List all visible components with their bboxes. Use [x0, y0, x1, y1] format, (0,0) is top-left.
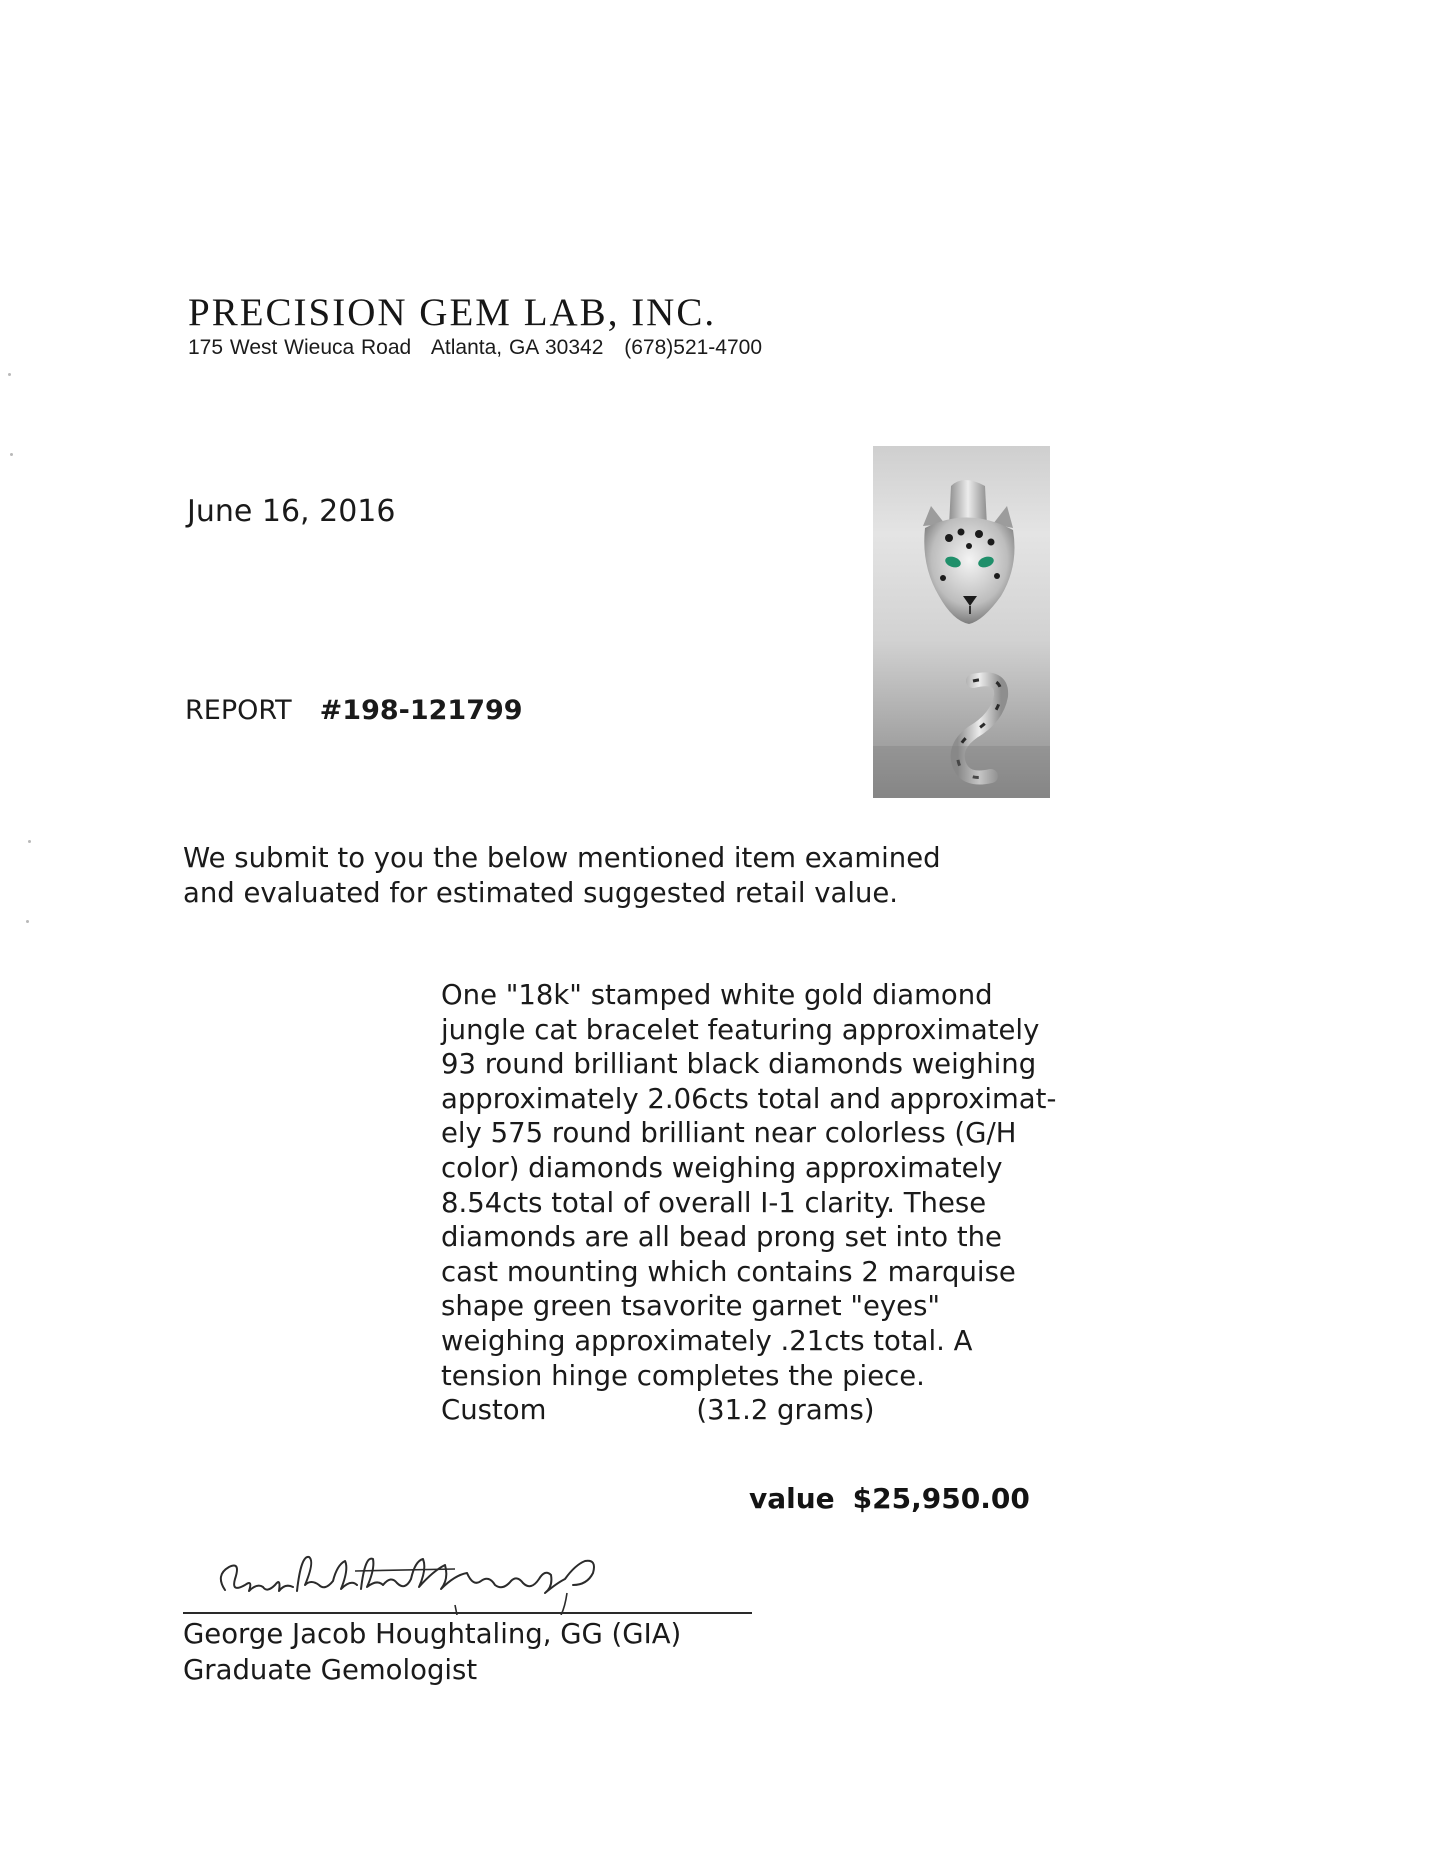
- bracelet-photo: [873, 446, 1050, 798]
- description-line: color) diamonds weighing approximately: [441, 1151, 1003, 1184]
- report-number: #198-121799: [319, 695, 523, 726]
- description-line: jungle cat bracelet featuring approximately: [441, 1013, 1040, 1046]
- lab-phone: (678)521-4700: [624, 336, 763, 359]
- intro-line: and evaluated for estimated suggested retail value.: [183, 877, 899, 909]
- lab-city: Atlanta, GA 30342: [430, 336, 604, 359]
- lab-address: [188, 336, 762, 360]
- description-line: 93 round brilliant black diamonds weighing: [441, 1048, 1037, 1081]
- description-line: tension hinge completes the piece.: [441, 1359, 925, 1392]
- signer-block: [183, 1616, 681, 1688]
- lab-name: PRECISION GEM LAB, INC.: [188, 291, 717, 334]
- description-line: weighing approximately .21cts total. A: [441, 1324, 973, 1357]
- lab-street: 175 West Wieuca Road: [188, 336, 412, 359]
- intro-paragraph: [183, 841, 941, 911]
- custom-row: [441, 1393, 1056, 1428]
- report-label: REPORT: [185, 695, 292, 726]
- description-line: 8.54cts total of overall I-1 clarity. These: [441, 1186, 987, 1219]
- custom-label: Custom: [441, 1394, 547, 1427]
- value-label: value: [749, 1482, 835, 1515]
- description-line: cast mounting which contains 2 marquise: [441, 1255, 1016, 1288]
- scan-speck: [28, 840, 31, 843]
- signature-line: [183, 1612, 752, 1614]
- jungle-cat-bracelet-image: [873, 446, 1050, 798]
- description-line: approximately 2.06cts total and approximat-: [441, 1082, 1057, 1115]
- scan-speck: [8, 373, 11, 376]
- appraised-value: [749, 1482, 1030, 1515]
- report-id: [185, 695, 523, 726]
- description-line: One "18k" stamped white gold diamond: [441, 979, 993, 1011]
- signer-title: Graduate Gemologist: [183, 1654, 478, 1686]
- signer-name: George Jacob Houghtaling, GG (GIA): [183, 1618, 682, 1650]
- report-date: June 16, 2016: [187, 494, 396, 529]
- scan-speck: [10, 453, 13, 456]
- description-line: ely 575 round brilliant near colorless (G/H: [441, 1117, 1017, 1150]
- description-line: shape green tsavorite garnet "eyes": [441, 1290, 941, 1323]
- intro-line: We submit to you the below mentioned item examined: [183, 842, 941, 874]
- scan-speck: [26, 920, 29, 923]
- handwritten-signature: [205, 1535, 635, 1615]
- value-amount: $25,950.00: [852, 1482, 1030, 1515]
- item-description: [441, 978, 1056, 1428]
- item-weight: (31.2 grams): [696, 1394, 875, 1427]
- description-line: diamonds are all bead prong set into the: [441, 1221, 1002, 1254]
